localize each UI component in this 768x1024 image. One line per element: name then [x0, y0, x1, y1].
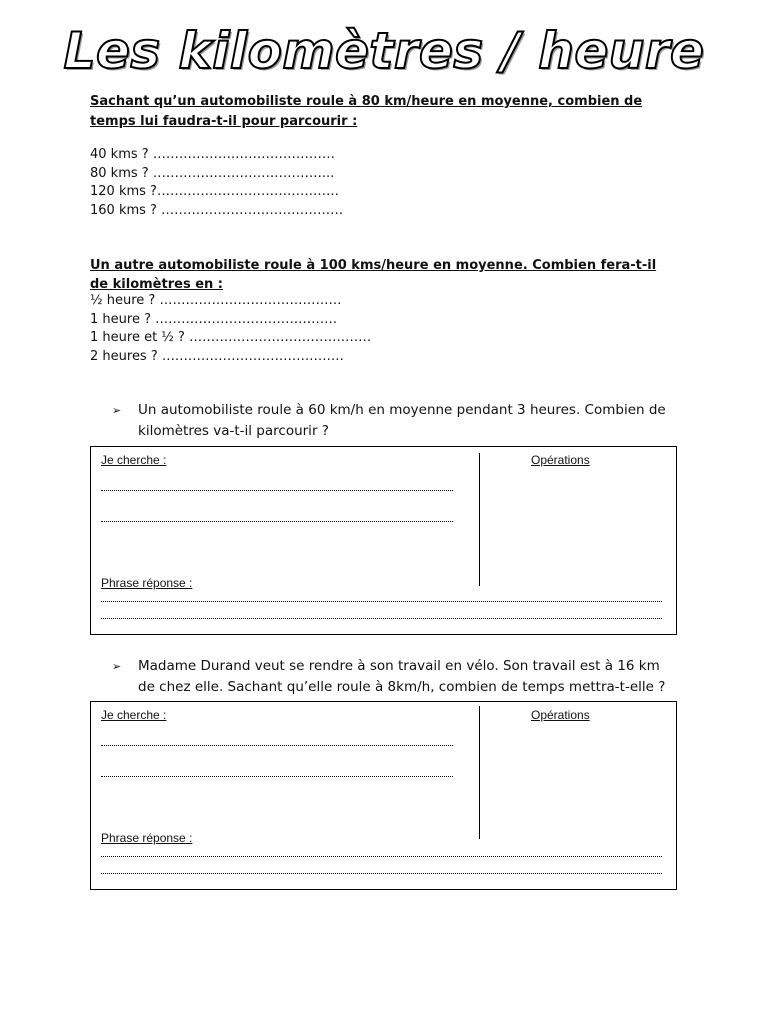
list-item — [90, 311, 371, 330]
answer-sentence-label: Phrase réponse : — [101, 831, 193, 845]
answer-line[interactable] — [101, 873, 662, 874]
problem1-statement — [112, 400, 672, 442]
operations-label: Opérations — [531, 708, 590, 722]
page-title: Les kilomètres / heure — [63, 22, 705, 80]
section1-list — [90, 146, 343, 220]
answer-line[interactable] — [101, 521, 453, 522]
arrow-bullet-icon: ➢ — [112, 660, 122, 673]
problem1-text: Un automobiliste roule à 60 km/h en moyenne pendant 3 heures. Combien de kilomètres va-t-il parcourir ? — [138, 402, 666, 439]
item-label: 80 kms ? — [90, 165, 149, 181]
problem2-text: Madame Durand veut se rendre à son travail en vélo. Son travail est à 16 km de chez elle. Sachant qu’elle roule à 8km/h, combien de temps mettra-t-elle ? — [138, 658, 666, 695]
problem2-answer-box — [90, 701, 677, 890]
item-label: 1 heure et ½ ? — [90, 330, 185, 346]
item-label: ½ heure ? — [90, 293, 156, 308]
answer-line[interactable] — [101, 856, 662, 857]
answer-line[interactable] — [101, 618, 662, 619]
list-item — [90, 165, 343, 184]
answer-line[interactable] — [101, 601, 662, 602]
list-item — [90, 292, 371, 311]
search-label: Je cherche : — [101, 453, 167, 467]
column-divider — [479, 706, 480, 839]
item-label: 40 kms ? — [90, 147, 149, 162]
answer-dots: …………………………………… — [156, 184, 339, 200]
answer-dots: …………………………………… — [161, 348, 344, 364]
section1-question: Sachant qu’un automobiliste roule à 80 km/heure en moyenne, combien de temps lui faudra-t-il pour parcourir : — [90, 94, 643, 129]
item-label: 1 heure ? — [90, 311, 151, 327]
list-item — [90, 183, 343, 202]
answer-dots: …………………………………… — [152, 147, 335, 162]
answer-dots: …………………………………... — [152, 165, 335, 181]
problem1-answer-box — [90, 446, 677, 635]
column-divider — [479, 453, 480, 586]
answer-dots: …………………………………… — [155, 311, 338, 327]
section2-list — [90, 292, 371, 366]
item-label: 160 kms ? — [90, 202, 157, 218]
answer-line[interactable] — [101, 776, 453, 777]
problem2-statement — [112, 656, 672, 698]
answer-dots: …………………………………… — [159, 293, 342, 308]
answer-line[interactable] — [101, 490, 453, 491]
answer-sentence-label: Phrase réponse : — [101, 576, 193, 590]
operations-label: Opérations — [531, 453, 590, 467]
item-label: 2 heures ? — [90, 348, 158, 364]
list-item — [90, 146, 343, 165]
answer-dots: …………………………………… — [161, 202, 344, 218]
search-label: Je cherche : — [101, 708, 167, 722]
list-item — [90, 202, 343, 221]
answer-dots: …………………………………… — [189, 330, 372, 346]
list-item — [90, 329, 371, 348]
section2-question: Un autre automobiliste roule à 100 kms/heure en moyenne. Combien fera-t-il de kilomètres en : — [90, 258, 657, 292]
answer-line[interactable] — [101, 745, 453, 746]
arrow-bullet-icon: ➢ — [112, 404, 122, 417]
list-item — [90, 348, 371, 367]
item-label: 120 kms ? — [90, 184, 157, 200]
